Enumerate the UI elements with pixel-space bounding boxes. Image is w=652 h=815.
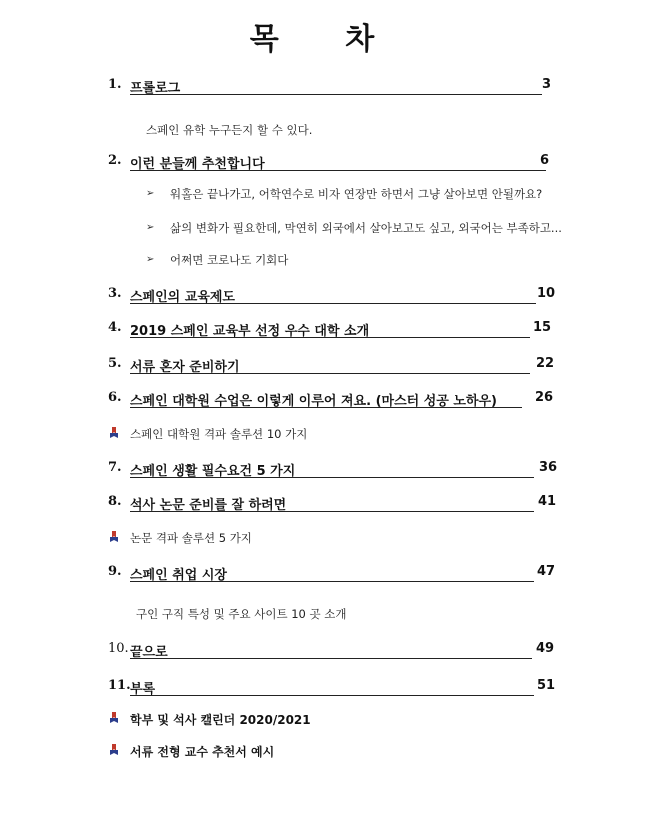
toc-subtext: 구인 구직 특성 및 주요 사이트 10 곳 소개 [136,607,347,621]
toc-entry-number: 4. [108,320,122,335]
toc-subtext: 어쩌면 코로나도 기회다 [170,253,289,267]
toc-entry-recommend[interactable] [0,153,652,173]
toc-entry-page: 51 [537,678,556,693]
toc-subtext: 스페인 유학 누구든지 할 수 있다. [146,123,313,137]
toc-entry-label: 서류 혼자 준비하기 [130,360,240,375]
toc-subtext: 삶의 변화가 필요한데, 막연히 외국에서 살아보고도 싶고, 외국어는 부족하고... [170,221,562,235]
toc-leader-line [130,94,542,95]
toc-entry-label: 스페인 대학원 수업은 이렇게 이루어 져요. (마스터 성공 노하우) [130,394,497,409]
toc-entry-label: 스페인 취업 시장 [130,568,227,583]
bookmark-bullet-icon [108,712,120,724]
toc-entry-documents[interactable] [0,356,652,376]
toc-entry-page: 6 [540,153,550,168]
toc-entry-label: 2019 스페인 교육부 선정 우수 대학 소개 [130,324,370,339]
toc-leader-line [130,170,546,171]
toc-subtext: 워홀은 끝나가고, 어학연수로 비자 연장만 하면서 그냥 살아보면 안될까요? [170,187,543,201]
toc-entry-label: 이런 분들께 추천합니다 [130,157,265,172]
toc-entry-label: 프롤로그 [130,81,181,96]
toc-entry-page: 15 [533,320,552,335]
arrow-bullet-icon: ➢ [146,222,155,233]
toc-leader-line [130,511,534,512]
toc-entry-label: 끝으로 [130,645,168,660]
toc-entry-label: 스페인 생활 필수요건 5 가지 [130,464,296,479]
page-title: 목 차 [249,22,403,57]
toc-leader-line [130,303,536,304]
toc-entry-ending[interactable] [0,641,652,661]
toc-entry-prologue[interactable] [0,77,652,97]
toc-entry-education[interactable] [0,286,652,306]
toc-entry-number: 11. [108,678,131,693]
toc-entry-page: 49 [536,641,555,656]
toc-leader-line [130,373,530,374]
toc-entry-label: 석사 논문 준비를 잘 하려면 [130,498,287,513]
toc-entry-number: 8. [108,494,122,509]
toc-entry-label: 부록 [130,682,156,697]
toc-entry-label: 스페인의 교육제도 [130,290,235,305]
toc-entry-universities[interactable] [0,320,652,340]
toc-leader-line [130,407,522,408]
toc-entry-page: 3 [542,77,552,92]
toc-entry-page: 10 [537,286,556,301]
toc-entry-number: 3. [108,286,122,301]
toc-entry-page: 47 [537,564,556,579]
toc-subtext: 스페인 대학원 격파 솔루션 10 가지 [130,427,308,441]
toc-entry-thesis[interactable] [0,494,652,514]
toc-subtext: 서류 전형 교수 추천서 예시 [130,745,275,759]
toc-entry-number: 2. [108,153,122,168]
bookmark-bullet-icon [108,744,120,756]
toc-entry-living[interactable] [0,460,652,480]
bookmark-bullet-icon [108,427,120,439]
toc-entry-number: 5. [108,356,122,371]
bookmark-bullet-icon [108,531,120,543]
toc-subtext: 학부 및 석사 캘린더 2020/2021 [130,713,311,727]
arrow-bullet-icon: ➢ [146,254,155,265]
toc-entry-page: 36 [539,460,558,475]
toc-subtext: 논문 격파 솔루션 5 가지 [130,531,252,545]
toc-leader-line [130,658,532,659]
toc-entry-page: 26 [535,390,554,405]
toc-entry-appendix[interactable] [0,678,652,698]
toc-leader-line [130,477,534,478]
toc-leader-line [130,695,534,696]
toc-entry-number: 7. [108,460,122,475]
toc-entry-number: 6. [108,390,122,405]
toc-entry-number: 1. [108,77,122,92]
toc-leader-line [130,337,530,338]
toc-entry-number: 10. [108,641,129,656]
toc-entry-page: 41 [538,494,557,509]
arrow-bullet-icon: ➢ [146,188,155,199]
toc-entry-number: 9. [108,564,122,579]
toc-entry-graduate-class[interactable] [0,390,652,410]
toc-leader-line [130,581,534,582]
toc-entry-page: 22 [536,356,555,371]
toc-entry-job-market[interactable] [0,564,652,584]
